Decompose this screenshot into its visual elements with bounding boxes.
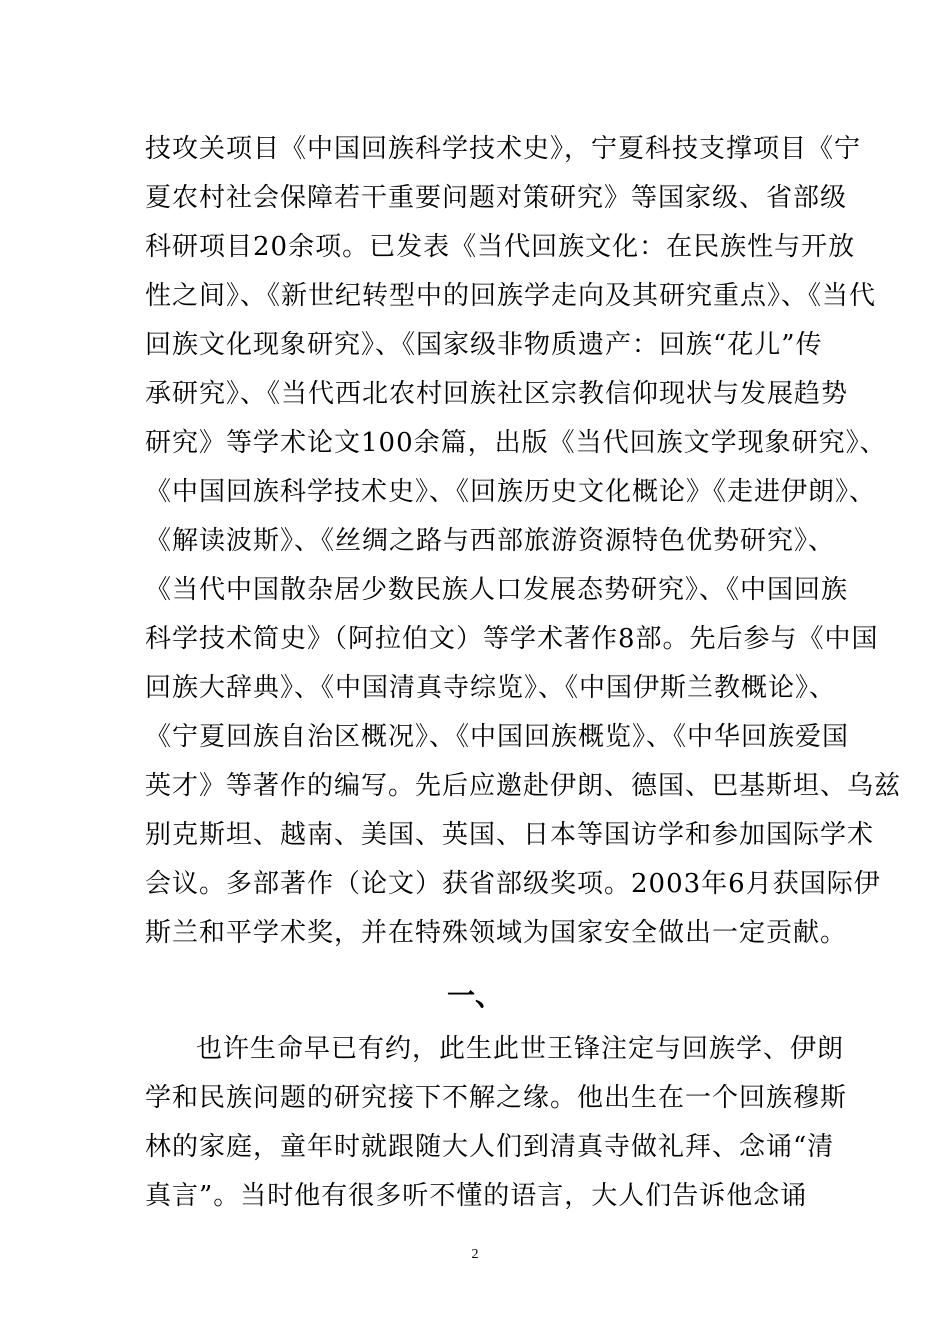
paragraph-2-line-4: 真言”。当时他有很多听不懂的语言，大人们告诉他念诵: [145, 1181, 808, 1211]
paragraph-1-line-11: 科学技术简史》（阿拉伯文）等学术著作8部。先后参与《中国: [145, 624, 879, 654]
paragraph-1-line-2: 夏农村社会保障若干重要问题对策研究》等国家级、省部级: [145, 183, 848, 213]
paragraph-1-line-14: 英才》等著作的编写。先后应邀赴伊朗、德国、巴基斯坦、乌兹: [145, 771, 902, 801]
paragraph-2-line-3: 林的家庭，童年时就跟随大人们到清真寺做礼拜、念诵“清: [145, 1132, 835, 1162]
paragraph-1-line-10: 《当代中国散杂居少数民族人口发展态势研究》、《中国回族: [145, 575, 849, 605]
paragraph-1-line-9: 《解读波斯》、《丝绸之路与西部旅游资源特色优势研究》、: [145, 526, 836, 556]
paragraph-1-line-17: 斯兰和平学术奖，并在特殊领域为国家安全做出一定贡献。: [145, 918, 848, 948]
paragraph-1-line-6: 承研究》、《当代西北农村回族社区宗教信仰现状与发展趋势: [145, 379, 849, 409]
paragraph-1-line-15: 别克斯坦、越南、美国、英国、日本等国访学和参加国际学术: [145, 820, 875, 850]
section-heading: 一、: [446, 979, 503, 1012]
paragraph-1-line-1: 技攻关项目《中国回族科学技术史》，宁夏科技支撑项目《宁: [145, 134, 862, 164]
paragraph-1-line-4: 性之间》、《新世纪转型中的回族学走向及其研究重点》、《当代: [145, 281, 877, 311]
paragraph-1-line-12: 回族大辞典》、《中国清真寺综览》、《中国伊斯兰教概论》、: [145, 673, 837, 703]
paragraph-1-line-8: 《中国回族科学技术史》、《回族历史文化概论》《走进伊朗》、: [145, 477, 877, 507]
paragraph-1-line-13: 《宁夏回族自治区概况》、《中国回族概览》、《中华回族爱国: [145, 722, 850, 752]
page-number: 2: [471, 1247, 479, 1262]
paragraph-1-line-7: 研究》等学术论文100余篇，出版《当代回族文学现象研究》、: [145, 428, 887, 458]
paragraph-1-line-5: 回族文化现象研究》、《国家级非物质遗产：回族“花儿”传: [145, 330, 823, 360]
paragraph-2-line-1: 也许生命早已有约，此生此世王锋注定与回族学、伊朗: [196, 1034, 845, 1064]
paragraph-1-line-16: 会议。多部著作（论文）获省部级奖项。2003年6月获国际伊: [145, 869, 881, 899]
paragraph-2-line-2: 学和民族问题的研究接下不解之缘。他出生在一个回族穆斯: [145, 1083, 848, 1113]
paragraph-1-line-3: 科研项目20余项。已发表《当代回族文化：在民族性与开放: [145, 232, 856, 262]
